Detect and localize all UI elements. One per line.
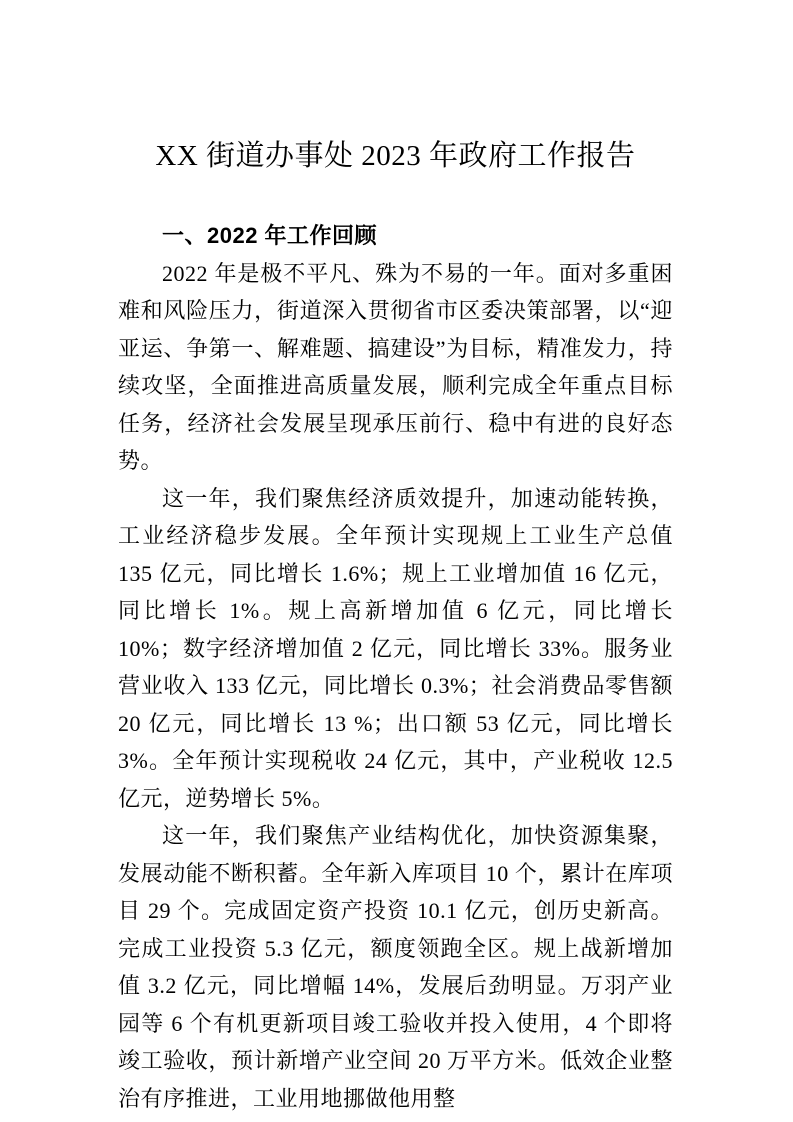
document-title: XX 街道办事处 2023 年政府工作报告	[155, 140, 636, 172]
paragraph-economic-quality: 这一年，我们聚焦经济质效提升，加速动能转换，工业经济稳步发展。全年预计实现规上工业生产总值 135 亿元，同比增长 1.6%；规上工业增加值 16 亿元，同比增长 1%。规上高新增加值 6 亿元，同比增长 10%；数字经济增加值 2 亿元，同比增长 33%。服务业营业收入 133 亿元，同比增长 0.3%；社会消费品零售额 20 亿元，同比增长 13 %；出口额 53 亿元，同比增长 3%。全年预计实现税收 24 亿元，其中，产业税收 12.5 亿元，逆势增长 5%。	[118, 485, 673, 811]
paragraph-overview-2022: 2022 年是极不平凡、殊为不易的一年。面对多重困难和风险压力，街道深入贯彻省市区委决策部署，以“迎亚运、争第一、解难题、搞建设”为目标，精准发力，持续攻坚，全面推进高质量发展，顺利完成全年重点目标任务，经济社会发展呈现承压前行、稳中有进的良好态势。	[118, 260, 673, 473]
section-heading-2022-review: 一、2022 年工作回顾	[162, 223, 378, 248]
paragraph-industry-structure: 这一年，我们聚焦产业结构优化，加快资源集聚，发展动能不断积蓄。全年新入库项目 10 个，累计在库项目 29 个。完成固定资产投资 10.1 亿元，创历史新高。完成工业投资 5.3 亿元，额度领跑全区。规上战新增加值 3.2 亿元，同比增幅 14%，发展后劲明显。万羽产业园等 6 个有机更新项目竣工验收并投入使用，4 个即将竣工验收，预计新增产业空间 20 万平方米。低效企业整治有序推进，工业用地挪做他用整	[118, 823, 673, 1111]
